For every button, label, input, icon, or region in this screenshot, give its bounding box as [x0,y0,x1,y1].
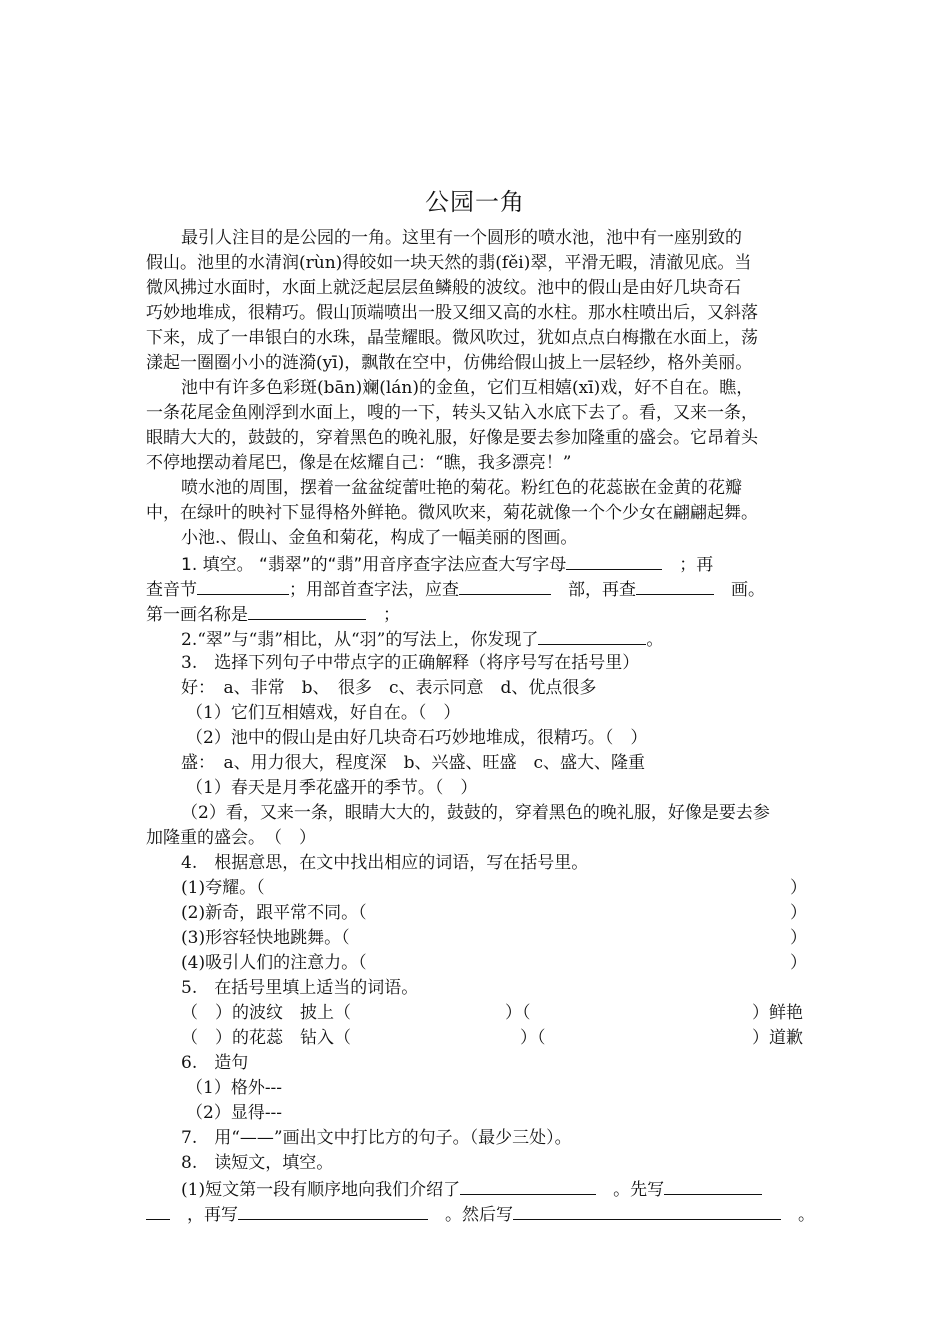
q1-blank-stroke-name[interactable] [248,601,366,620]
q1-line-3 [146,601,400,627]
q1-text: ；用部首查字法，应查 [289,580,459,600]
passage-line: 中，在绿叶的映衬下显得格外鲜艳。微风吹来，菊花就像一个个少女在翩翩起舞。 [146,503,758,523]
q1-blank-syllable[interactable] [197,576,289,595]
q2-blank[interactable] [538,626,646,645]
q3-sheng-item-2-cont[interactable]: 加隆重的盛会。 （ ） [146,828,316,848]
q8-line-2 [146,1201,815,1227]
passage-line: 眼睛大大的，鼓鼓的，穿着黑色的晚礼服，好像是要去参加隆重的盛会。它昂着头 [146,428,758,448]
q1-text: 第一画名称是 [146,605,248,625]
q8-line-1 [181,1176,762,1202]
q1-blank-letter[interactable] [566,551,662,570]
passage-line: 不停地摆动着尾巴，像是在炫耀自己：“瞧，我多漂亮！” [146,453,572,473]
q1-text: 1. 填空。 “翡翠”的“翡”用音序查字法应查大写字母 [181,555,567,575]
q5-row-2c: ）道歉 [752,1028,803,1048]
q8-blank-2[interactable] [664,1176,762,1195]
passage-line: 假山。池里的水清润(rùn)得皎如一块天然的翡(fěi)翠，平滑无暇，清澈见底。当 [146,253,752,273]
q4-item-4[interactable]: (4)吸引人们的注意力。（ [181,953,367,973]
q8-text: ，再写 [187,1205,238,1225]
q8-text: (1)短文第一段有顺序地向我们介绍了 [181,1180,461,1200]
q5-heading: 5. 在括号里填上适当的词语。 [181,978,419,998]
q3-hao-item-2[interactable]: （2）池中的假山是由好几块奇石巧妙地堆成，很精巧。（ ） [186,728,648,748]
q5-row-1b[interactable]: ）（ [505,1003,531,1023]
q8-text: 。先写 [613,1180,665,1200]
q4-close-paren: ） [790,903,807,923]
q8-text: 。 [798,1205,815,1225]
q8-text: 。然后写 [445,1205,513,1225]
q4-item-1[interactable]: (1)夸耀。（ [181,878,265,898]
q3-hao-options: 好： a、非常 b、 很多 c、表示同意 d、优点很多 [181,678,597,698]
q1-line-1 [181,551,713,577]
q8-heading: 8. 读短文，填空。 [181,1153,334,1173]
passage-line: 微风拂过水面时，水面上就泛起层层鱼鳞般的波纹。池中的假山是由好几块奇石 [146,278,741,298]
q2-text: 。 [646,630,664,650]
q3-sheng-item-2[interactable]: （2）看，又来一条，眼睛大大的，鼓鼓的，穿着黑色的晚礼服，好像是要去参 [181,803,770,823]
q4-close-paren: ） [790,878,807,898]
q4-close-paren: ） [790,953,807,973]
page-title: 公园一角 [425,188,525,216]
q1-text: 部，再查 [568,580,636,600]
q8-blank-1[interactable] [460,1176,596,1195]
q5-row-1a[interactable]: （ ）的波纹 披上（ [181,1003,351,1023]
question-2 [181,626,663,652]
q1-line-2 [146,576,765,602]
q6-item-1[interactable]: （1）格外--- [186,1078,283,1098]
passage-line: 漾起一圈圈小小的涟漪(yī)，飘散在空中，仿佛给假山披上一层轻纱，格外美丽。 [146,353,753,373]
q4-item-3[interactable]: (3)形容轻快地跳舞。（ [181,928,350,948]
passage-line: 最引人注目的是公园的一角。这里有一个圆形的喷水池，池中有一座别致的 [181,228,742,248]
q3-heading: 3. 选择下列句子中带点字的正确解释（将序号写在括号里） [181,653,640,673]
q4-item-2[interactable]: (2)新奇，跟平常不同。（ [181,903,367,923]
q5-row-2b[interactable]: ）（ [520,1028,546,1048]
q1-text: ； [383,605,400,625]
q2-text: 2.“翠”与“翡”相比，从“羽”的写法上，你发现了 [181,630,539,650]
q1-blank-radical[interactable] [459,576,551,595]
q3-sheng-options: 盛： a、用力很大，程度深 b、兴盛、旺盛 c、盛大、隆重 [181,753,646,773]
passage-line: 池中有许多色彩斑(bān)斓(lán)的金鱼，它们互相嬉(xī)戏，好不自在。瞧， [181,378,754,398]
q6-item-2[interactable]: （2）显得--- [186,1103,283,1123]
passage-line: 喷水池的周围，摆着一盆盆绽蕾吐艳的菊花。粉红色的花蕊嵌在金黄的花瓣 [181,478,742,498]
passage-line: 一条花尾金鱼刚浮到水面上，嗖的一下，转头又钻入水底下去了。看，又来一条， [146,403,758,423]
q3-hao-item-1[interactable]: （1）它们互相嬉戏，好自在。（ ） [186,703,461,723]
q5-row-1c: ）鲜艳 [752,1003,803,1023]
q1-text: ；再 [679,555,714,575]
passage-line: 下来，成了一串银白的水珠，晶莹耀眼。微风吹过，犹如点点白梅撒在水面上，荡 [146,328,758,348]
q4-heading: 4. 根据意思，在文中找出相应的词语，写在括号里。 [181,853,589,873]
q8-blank-3[interactable] [238,1201,428,1220]
q1-blank-strokes[interactable] [636,576,714,595]
passage-line: 巧妙地堆成，很精巧。假山顶端喷出一股又细又高的水柱。那水柱喷出后，又斜落 [146,303,758,323]
q8-blank-2-cont[interactable] [146,1201,170,1220]
q3-sheng-item-1[interactable]: （1）春天是月季花盛开的季节。（ ） [186,778,478,798]
q8-blank-4[interactable] [513,1201,781,1220]
passage-line: 小池.、假山、金鱼和菊花，构成了一幅美丽的图画。 [181,528,578,548]
q1-text: 查音节 [146,580,197,600]
q4-close-paren: ） [790,928,807,948]
q6-heading: 6. 造句 [181,1053,249,1073]
q5-row-2a[interactable]: （ ）的花蕊 钻入（ [181,1028,351,1048]
question-7: 7. 用“——”画出文中打比方的句子。（最少三处）。 [181,1128,572,1148]
q1-text: 画。 [731,580,765,600]
